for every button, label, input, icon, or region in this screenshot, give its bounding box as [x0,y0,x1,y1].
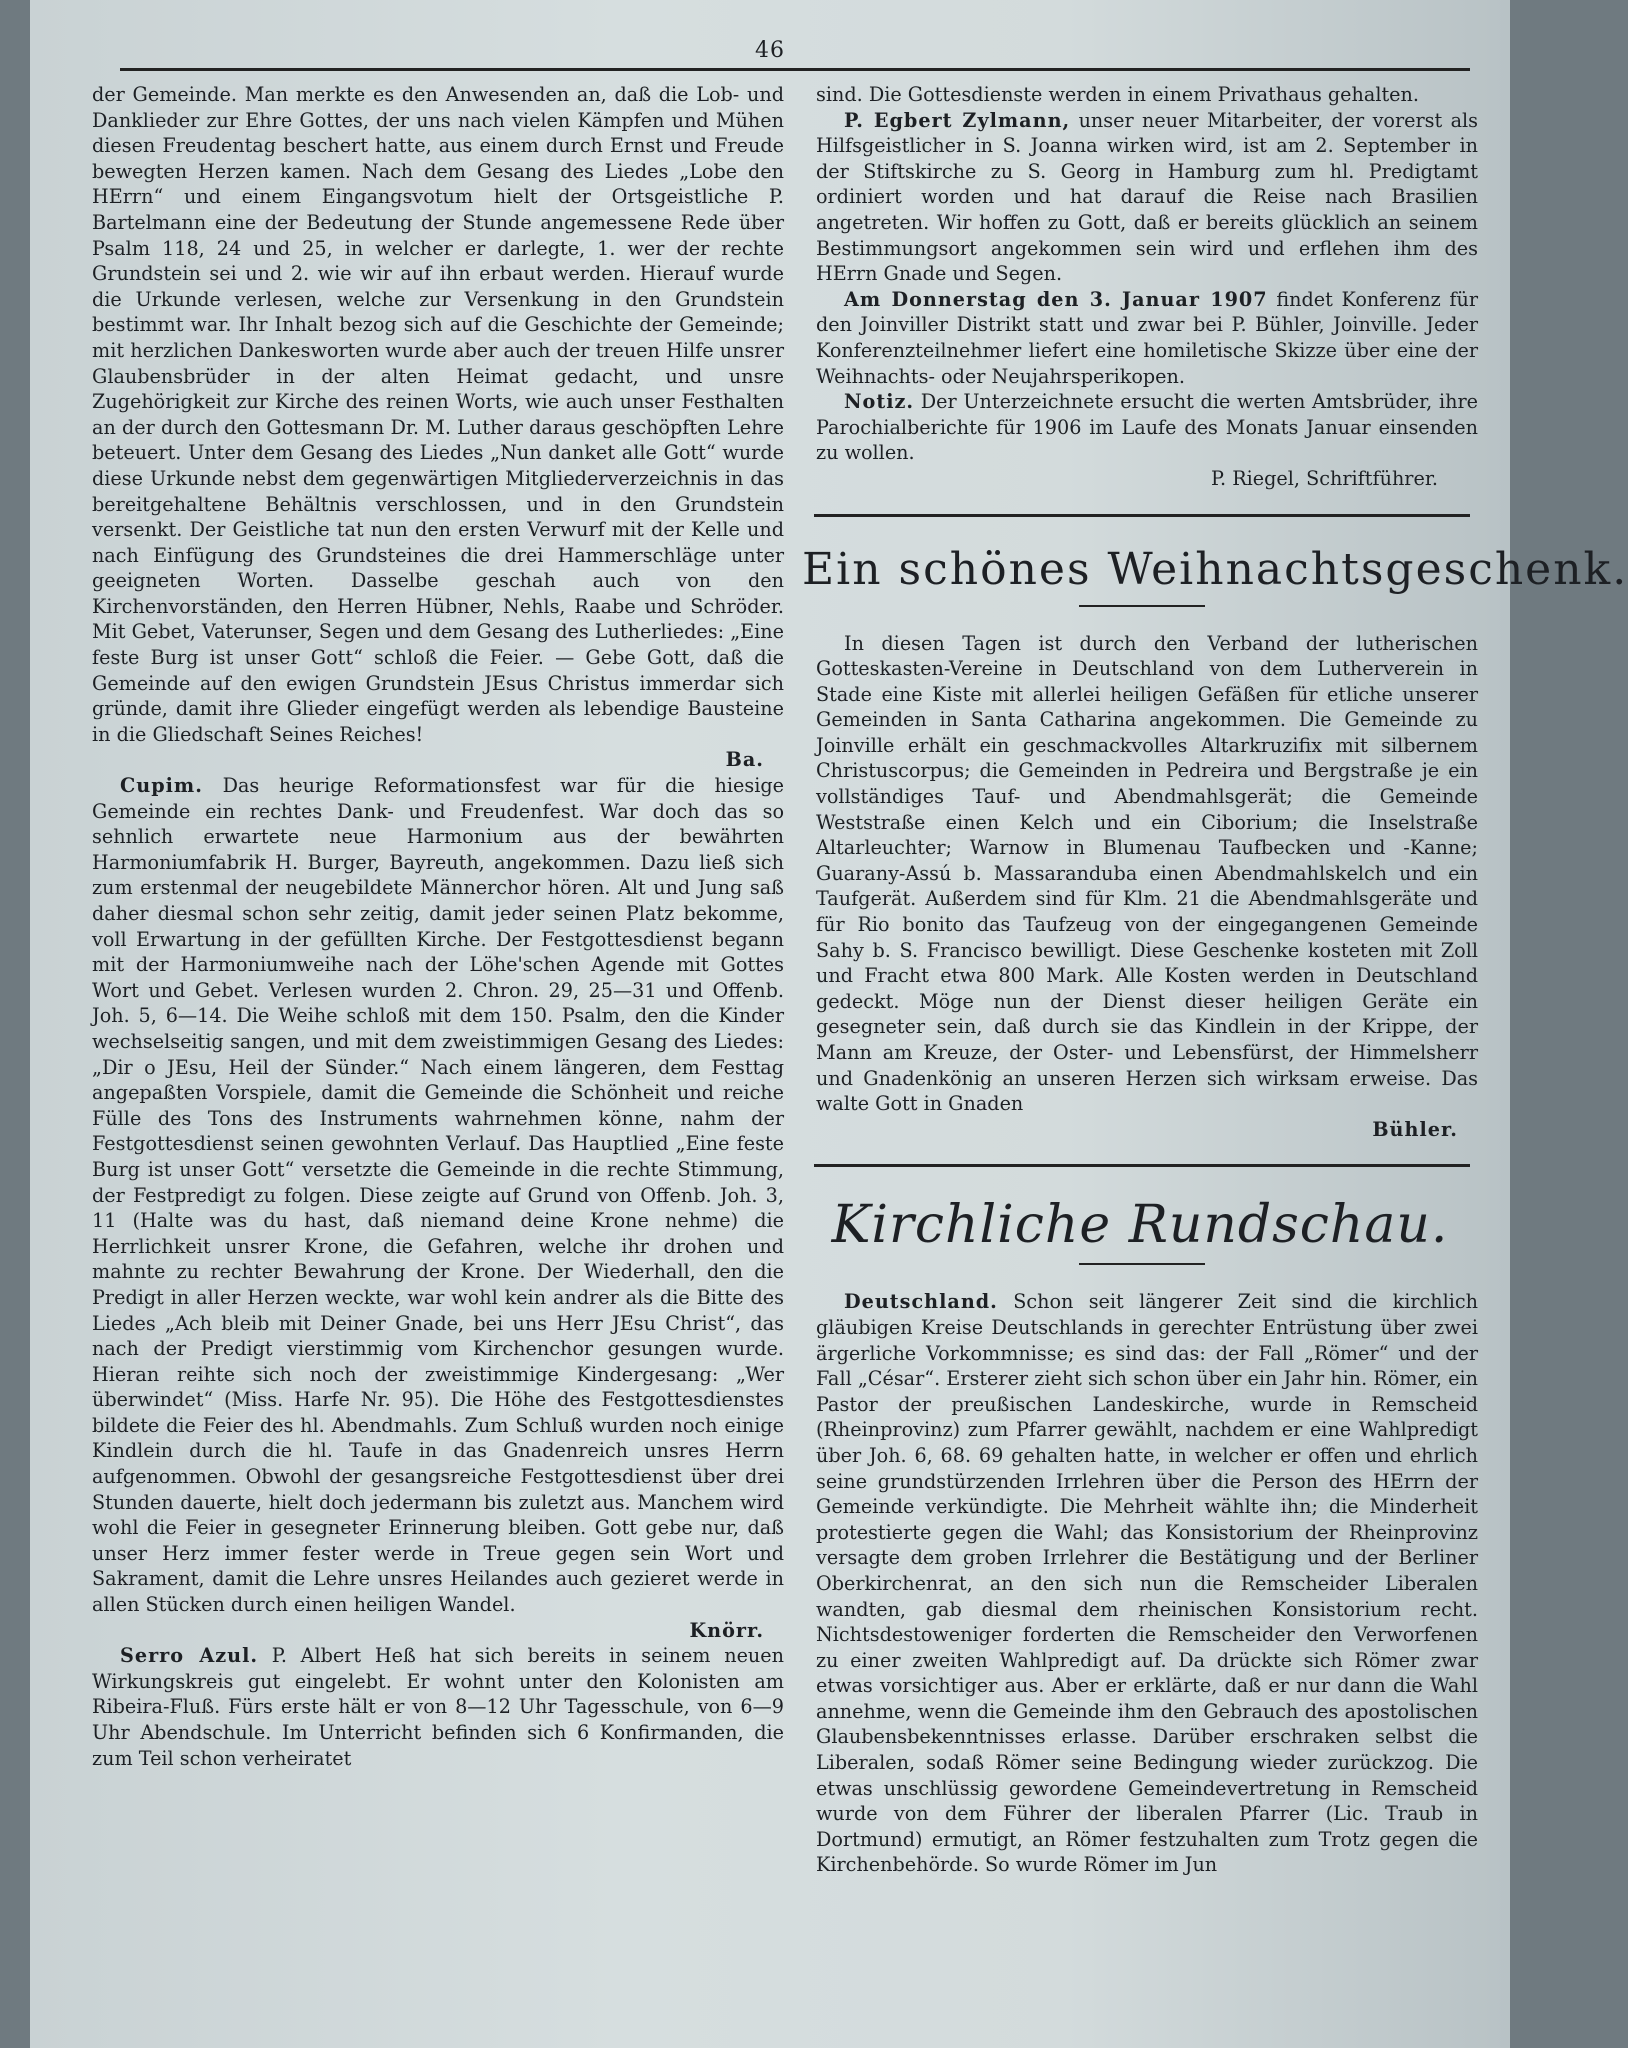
signature-riegel: P. Riegel, Schriftführer. [1210,466,1438,490]
notice-konferenz [816,287,1478,389]
newspaper-page [30,0,1628,2048]
rundschau-deutschland [816,1289,1478,1878]
lead-serro-azul: Serro Azul. [120,1644,259,1668]
lead-cupim: Cupim. [120,774,203,798]
lead-notiz: Notiz. [844,390,915,414]
right-column [782,82,1628,1952]
weihnachts-text: In diesen Tagen ist durch den Verband der lutherischen Gotteskasten-Vereine in Deutschland von dem Lutherverein in Stade eine Kiste mit allerlei heiligen Gefäßen für etliche unserer Gemeinden in Santa Catharina angekommen. Die Gemeinde zu Joinville erhält ein geschmackvolles Altarkruzifix mit silbernem Christuscorpus; die Gemeinden in Pedreira und Bergstraße je ein vollständiges Tauf- und Abendmahlsgerät; die Gemeinde Weststraße einen Kelch und ein Ciborium; die Inselstraße Altarleuchter; Warnow in Blumenau Taufbecken und -Kanne; Guarany-Assú b. Massaranduba einen Abendmahlskelch und ein Taufgerät. Außerdem sind für Klm. 21 die Abendmahlsgeräte und für Rio bonito das Taufzeug von der eingegangenen Gemeinde Sahy b. S. Francisco bewilligt. Diese Geschenke kosteten mit Zoll und Fracht etwa 800 Mark. Alle Kosten werden in Deutschland gedeckt. Möge nun der Dienst dieser heiligen Geräte ein gesegneter sein, daß durch sie das Kindlein in der Krippe, der Mann am Kreuze, der Oster- und Lebensfürst, der Himmelsherr und Gnadenkönig an unseren Herzen sich wirksam erweise. Das walte Gott in Gnaden [816,631,1478,1116]
notice-notiz-text: Der Unterzeichnete ersucht die werten Amtsbrüder, ihre Parochialberichte für 1906 im Laufe des Monats Januar einsenden zu wollen. [816,390,1478,465]
section-rule [814,514,1470,517]
article-cupim-text: Das heurige Reformationsfest war für die hiesige Gemeinde ein rechtes Dank- und Freudenfest. War doch das so sehnlich erwartete neue Harmonium aus der bewährten Harmoniumfabrik H. Burger, Bayreuth, angekommen. Dazu ließ sich zum erstenmal der neugebildete Männerchor hören. Alt und Jung saß daher diesmal schon sehr zeitig, damit jeder seinen Platz bekomme, voll Erwartung in der gefüllten Kirche. Der Festgottesdienst begann mit der Harmoniumweihe nach der Löhe'schen Agende mit Gottes Wort und Gebet. Verlesen wurden 2. Chron. 29, 25—31 und Offenb. Joh. 5, 6—14. Die Weihe schloß mit dem 150. Psalm, den die Kinder wechselseitig sangen, und mit dem zweistimmigen Gesang des Liedes: „Dir o JEsu, Heil der Sünder.“ Nach einem längeren, dem Festtag angepaßten Vorspiele, damit die Gemeinde die Schönheit und reiche Fülle des Tons des Instruments wahrnehmen könne, nahm der Festgottesdienst seinen gewohnten Verlauf. Das Hauptlied „Eine feste Burg ist unser Gott“ versetzte die Gemeinde in die rechte Stimmung, der Festpredigt zu folgen. Diese zeigte auf Grund von Offenb. Joh. 3, 11 (Halte was du hast, daß niemand deine Krone nehme) die Herrlichkeit unsrer Krone, die Gefahren, welche ihr drohen und mahnte zu rechter Bewahrung der Krone. Der Wiederhall, den die Predigt in aller Herzen weckte, war wohl kein andrer als die Bitte des Liedes „Ach bleib mit Deiner Gnade, bei uns Herr JEsu Christ“, das nach der Predigt vierstimmig vom Kirchenchor gesungen wurde. Hieran reihte sich noch der zweistimmige Kindergesang: „Wer überwindet“ (Miss. Harfe Nr. 95). Die Höhe des Festgottesdienstes bildete die Feier des hl. Abendmahls. Zum Schluß wurden noch einige Kindlein durch die hl. Taufe in das Gnadenreich unsres Herrn aufgenommen. Obwohl der gesangsreiche Festgottesdienst über drei Stunden dauerte, hielt doch jedermann bis zuletzt aus. Manchem wird wohl die Feier in gesegneter Erinnerung bleiben. Gott gebe nur, daß unser Herz immer fester werde in Treue gegen sein Wort und Sakrament, damit die Lehre unsres Heilandes auch gezieret werde in allen Stücken durch einen heiligen Wandel. [92,774,784,1617]
notice-konferenz-text: findet Konferenz für den Joinviller Distrikt statt und zwar bei P. Bühler, Joinville. Jeder Konferenzteilnehmer liefert eine homiletische Skizze über eine der Weihnachts- oder Neujahrsperikopen. [816,287,1478,388]
article-grundstein-text: der Gemeinde. Man merkte es den Anwesenden an, daß die Lob- und Danklieder zur Ehre Gottes, der uns nach vielen Kämpfen und Mühen diesen Freudentag beschert hatte, aus einem durch Ernst und Freude bewegten Herzen kamen. Nach dem Gesang des Liedes „Lobe den HErrn“ und einem Eingangsvotum hielt der Ortsgeistliche P. Bartelmann eine der Bedeutung der Stunde angemessene Rede über Psalm 118, 24 und 25, in welcher er darlegte, 1. wer der rechte Grundstein sei und 2. wie wir auf ihn erbaut werden. Hierauf wurde die Urkunde verlesen, welche zur Versenkung in den Grundstein bestimmt war. Ihr Inhalt bezog sich auf die Geschichte der Gemeinde; mit herzlichen Dankesworten wurde aber auch der treuen Hilfe unsrer Glaubensbrüder in der alten Heimat gedacht, und unsre Zugehörigkeit zur Kirche des reinen Worts, wie auch unser Festhalten an der durch den Gottesmann Dr. M. Luther daraus geschöpften Lehre beteuert. Unter dem Gesang des Liedes „Nun danket alle Gott“ wurde diese Urkunde nebst dem gegenwärtigen Mitgliederverzeichnis in das bereitgehaltene Behältnis verschlossen, und in den Grundstein versenkt. Der Geistliche tat nun den ersten Verwurf mit der Kelle und nach Einfügung des Grundsteines die drei Hammerschläge unter geeigneten Worten. Dasselbe geschah auch von den Kirchenvorständen, den Herren Hübner, Nehls, Raabe und Schröder. Mit Gebet, Vaterunser, Segen und dem Gesang des Lutherliedes: „Eine feste Burg ist unser Gott“ schloß die Feier. — Gebe Gott, daß die Gemeinde auf den ewigen Grundstein JEsus Christus immerdar sich gründe, damit ihre Glieder eingefügt werden als lebendige Bausteine in die Gliedschaft Seines Reiches! [92,83,784,746]
signature-buehler: Bühler. [1372,1117,1458,1141]
continued-text: sind. Die Gottesdienste werden in einem Privathaus gehalten. [816,83,1419,106]
lead-konferenz: Am Donnerstag den 3. Januar 1907 [844,287,1268,311]
heading-underline-2 [1079,1263,1205,1265]
article-cupim [92,773,784,1618]
notice-zylmann [816,108,1478,287]
lead-zylmann: P. Egbert Zylmann, [844,108,1071,132]
rundschau-article [782,1289,1478,1878]
heading-weihnachtsgeschenk: Ein schönes Weihnachtsgeschenk. [802,543,1628,595]
article-serro-azul-text: P. Albert Heß hat sich bereits in seinem neuen Wirkungskreis gut eingelebt. Er wohnt unter den Kolonisten am Ribeira-Fluß. Fürs erste hält er von 8—12 Uhr Tagesschule, von 6—9 Uhr Abendschule. Im Unterricht befinden sich 6 Konfirmanden, die zum Teil schon verheiratet [92,1644,784,1770]
signature-knoerr: Knörr. [689,1618,764,1642]
top-rule [120,68,1470,71]
news-block [782,82,1478,492]
lead-deutschland: Deutschland. [844,1290,998,1314]
heading-underline [1079,605,1205,607]
left-column [92,82,784,1952]
rundschau-text: Schon seit längerer Zeit sind die kirchlich gläubigen Kreise Deutschlands in gerechter Entrüstung über zwei ärgerliche Vorkommnisse; es sind das: der Fall „Römer“ und der Fall „César“. Ersterer zieht sich schon über ein Jahr hin. Römer, ein Pastor der preußischen Landeskirche, wurde in Remscheid (Rheinprovinz) zum Pfarrer gewählt, nachdem er eine Wahlpredigt über Joh. 6, 68. 69 gehalten hatte, in welcher er offen und ehrlich seine grundstürzenden Irrlehren über die Person des HErrn der Gemeinde verkündigte. Die Mehrheit wählte ihn; die Minderheit protestierte gegen die Wahl; das Konsistorium der Rheinprovinz versagte dem groben Irrlehrer die Bestätigung und der Berliner Oberkirchenrat, an den sich nun die Remscheider Liberalen wandten, gab diesmal dem rheinischen Konsistorium recht. Nichtsdestoweniger forderten die Remscheider den Verworfenen zu einer zweiten Wahlpredigt auf. Da drückte sich Römer zwar etwas vorsichtiger aus. Aber er erklärte, daß er nur dann die Wahl annehme, wenn die Gemeinde ihm den Gebrauch des apostolischen Glaubensbekenntnisses erlasse. Darüber erschraken selbst die Liberalen, sodaß Römer seine Bedingung wieder zurückzog. Die etwas unschlüssig gewordene Gemeindevertretung in Remscheid wurde von dem Führer der liberalen Pfarrer (Lic. Traub in Dortmund) ermutigt, an Römer festzuhalten zum Trotz gegen die Kirchenbehörde. So wurde Römer im Jun [816,1290,1478,1877]
notice-notiz [816,389,1478,466]
article-serro-azul [92,1643,784,1771]
heading-rundschau: Kirchliche Rundschau. [831,1195,1449,1256]
section-rule-2 [814,1164,1470,1167]
notice-zylmann-text: unser neuer Mitarbeiter, der vorerst als Hilfsgeistlicher in S. Joanna wirken wird, ist am 2. September in der Stiftskirche zu S. Georg in Hamburg zum hl. Predigtamt ordiniert worden und hat darauf die Reise nach Brasilien angetreten. Wir hoffen zu Gott, daß er bereits glücklich an seinem Bestimmungsort angekommen sein wird und erflehen ihm des HErrn Gnade und Segen. [816,108,1479,286]
page-number: 46 [755,38,785,63]
signature-ba: Ba. [725,748,764,772]
weihnachts-article [782,631,1478,1143]
